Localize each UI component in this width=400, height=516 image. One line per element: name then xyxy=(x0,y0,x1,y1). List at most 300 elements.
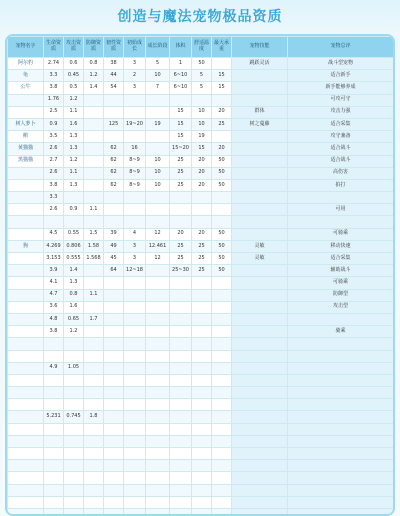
table-cell xyxy=(232,460,288,472)
table-cell: 5.231 xyxy=(44,411,64,423)
table-cell: 8~9 xyxy=(124,167,146,179)
table-cell: 4.5 xyxy=(44,228,64,240)
table-cell xyxy=(212,496,232,508)
table-cell xyxy=(288,448,394,460)
table-cell: 50 xyxy=(212,240,232,252)
table-row xyxy=(8,362,394,374)
table-cell: 25 xyxy=(170,253,192,265)
table-cell xyxy=(212,192,232,204)
table-cell xyxy=(44,484,64,496)
table-cell xyxy=(124,216,146,228)
table-cell: 3 xyxy=(124,253,146,265)
pet-name-cell xyxy=(8,448,44,460)
table-cell xyxy=(146,496,170,508)
table-cell xyxy=(170,411,192,423)
table-cell xyxy=(232,143,288,155)
table-cell xyxy=(84,448,104,460)
table-cell: 50 xyxy=(212,179,232,191)
table-cell: 攻击型 xyxy=(288,301,394,313)
table-cell xyxy=(64,338,84,350)
table-row xyxy=(8,155,394,167)
table-cell xyxy=(232,338,288,350)
table-cell xyxy=(104,448,124,460)
table-cell xyxy=(104,484,124,496)
table-cell: 1.2 xyxy=(64,94,84,106)
table-cell: 灵敏 xyxy=(232,240,288,252)
table-cell xyxy=(64,508,84,516)
table-cell: 5 xyxy=(192,82,212,94)
table-cell xyxy=(124,387,146,399)
table-cell xyxy=(44,387,64,399)
pet-name-cell: 黄猫猫 xyxy=(8,143,44,155)
pet-name-cell xyxy=(8,289,44,301)
table-cell: 25 xyxy=(170,155,192,167)
table-cell xyxy=(146,362,170,374)
table-cell xyxy=(64,484,84,496)
table-cell: 54 xyxy=(104,82,124,94)
table-cell xyxy=(44,472,64,484)
table-cell xyxy=(124,289,146,301)
column-header: 防御资质 xyxy=(84,37,104,58)
pet-name-cell xyxy=(8,277,44,289)
table-cell xyxy=(104,301,124,313)
pet-table-frame xyxy=(5,34,395,516)
table-cell: 62 xyxy=(104,143,124,155)
table-cell: 攻守兼备 xyxy=(288,131,394,143)
table-cell xyxy=(232,326,288,338)
table-cell xyxy=(84,265,104,277)
table-header xyxy=(8,37,394,58)
table-row xyxy=(8,460,394,472)
table-cell xyxy=(146,131,170,143)
table-cell: 可用 xyxy=(288,204,394,216)
table-row xyxy=(8,192,394,204)
table-cell xyxy=(288,472,394,484)
table-cell xyxy=(192,423,212,435)
table-cell xyxy=(64,472,84,484)
table-row xyxy=(8,289,394,301)
table-cell: 15 xyxy=(212,82,232,94)
table-cell xyxy=(192,484,212,496)
table-cell xyxy=(84,143,104,155)
table-cell: 1.7 xyxy=(84,313,104,325)
table-cell xyxy=(124,399,146,411)
table-cell: 50 xyxy=(192,58,212,70)
table-cell xyxy=(146,216,170,228)
table-cell: 10 xyxy=(192,118,212,130)
table-cell: 3 xyxy=(124,240,146,252)
column-header: 体积 xyxy=(170,37,192,58)
table-cell: 8~9 xyxy=(124,179,146,191)
table-cell xyxy=(64,448,84,460)
table-cell: 25 xyxy=(212,118,232,130)
table-cell xyxy=(192,94,212,106)
table-cell xyxy=(104,350,124,362)
table-cell: 49 xyxy=(104,240,124,252)
table-cell xyxy=(232,448,288,460)
table-cell xyxy=(124,435,146,447)
table-cell: 25 xyxy=(170,179,192,191)
table-cell: 1 xyxy=(170,58,192,70)
table-cell xyxy=(192,448,212,460)
table-cell xyxy=(124,496,146,508)
table-cell xyxy=(84,106,104,118)
page-title: 创造与魔法宠物极品资质 xyxy=(117,9,283,25)
table-cell xyxy=(212,338,232,350)
table-cell: 25 xyxy=(192,240,212,252)
table-row xyxy=(8,374,394,386)
table-cell xyxy=(64,216,84,228)
table-cell xyxy=(192,338,212,350)
table-cell xyxy=(170,338,192,350)
table-cell xyxy=(146,460,170,472)
table-cell xyxy=(104,460,124,472)
table-cell: 64 xyxy=(104,265,124,277)
table-cell: 0.745 xyxy=(64,411,84,423)
table-cell xyxy=(84,192,104,204)
table-cell xyxy=(170,216,192,228)
table-cell: 6~10 xyxy=(170,82,192,94)
table-cell xyxy=(44,496,64,508)
table-cell xyxy=(104,216,124,228)
table-cell xyxy=(170,423,192,435)
column-header: 韧性资质 xyxy=(104,37,124,58)
table-cell: 1.3 xyxy=(64,179,84,191)
table-row xyxy=(8,58,394,70)
table-cell: 1.4 xyxy=(84,82,104,94)
table-cell xyxy=(212,204,232,216)
table-cell xyxy=(64,423,84,435)
table-cell xyxy=(84,301,104,313)
pet-name-cell xyxy=(8,301,44,313)
table-cell xyxy=(192,326,212,338)
pet-name-cell: 公牛 xyxy=(8,82,44,94)
table-cell xyxy=(64,496,84,508)
table-cell xyxy=(288,411,394,423)
table-cell: 20 xyxy=(170,228,192,240)
table-cell: 3.3 xyxy=(44,70,64,82)
pet-name-cell: 狗 xyxy=(8,240,44,252)
table-cell: 15 xyxy=(170,118,192,130)
table-cell xyxy=(84,472,104,484)
pet-stats-table xyxy=(7,36,394,516)
table-cell: 1.2 xyxy=(64,155,84,167)
table-cell xyxy=(170,326,192,338)
table-cell: 5 xyxy=(146,58,170,70)
table-cell xyxy=(170,94,192,106)
table-cell xyxy=(84,423,104,435)
pet-name-cell xyxy=(8,326,44,338)
table-cell xyxy=(170,484,192,496)
table-row xyxy=(8,338,394,350)
table-cell xyxy=(232,313,288,325)
pet-name-cell: 树人萝卜 xyxy=(8,118,44,130)
column-header: 最大承重 xyxy=(212,37,232,58)
table-cell xyxy=(84,399,104,411)
table-cell xyxy=(212,387,232,399)
table-cell xyxy=(288,362,394,374)
table-cell xyxy=(64,387,84,399)
table-cell xyxy=(232,350,288,362)
table-cell xyxy=(124,131,146,143)
table-cell: 50 xyxy=(212,265,232,277)
table-cell xyxy=(64,460,84,472)
table-cell: 0.5 xyxy=(64,82,84,94)
table-cell xyxy=(146,143,170,155)
table-cell: 1.5 xyxy=(84,228,104,240)
table-cell: 62 xyxy=(104,155,124,167)
table-row xyxy=(8,179,394,191)
table-cell: 1.2 xyxy=(64,326,84,338)
table-cell: 25 xyxy=(170,240,192,252)
table-cell xyxy=(124,374,146,386)
table-cell xyxy=(192,399,212,411)
pet-name-cell: 阿尔豹 xyxy=(8,58,44,70)
table-row xyxy=(8,118,394,130)
table-cell xyxy=(192,216,212,228)
table-cell: 1.8 xyxy=(84,411,104,423)
pet-name-cell xyxy=(8,362,44,374)
table-row xyxy=(8,484,394,496)
table-cell xyxy=(288,192,394,204)
table-cell xyxy=(170,460,192,472)
table-cell xyxy=(84,387,104,399)
table-cell: 4.269 xyxy=(44,240,64,252)
table-cell xyxy=(124,326,146,338)
table-cell xyxy=(104,277,124,289)
table-cell xyxy=(192,289,212,301)
table-cell: 4.1 xyxy=(44,277,64,289)
table-cell xyxy=(104,435,124,447)
table-cell xyxy=(84,362,104,374)
table-cell xyxy=(146,411,170,423)
table-cell xyxy=(104,472,124,484)
table-cell xyxy=(124,460,146,472)
table-cell: 2.74 xyxy=(44,58,64,70)
table-cell xyxy=(212,484,232,496)
table-cell xyxy=(84,496,104,508)
table-cell xyxy=(44,423,64,435)
table-cell xyxy=(104,313,124,325)
table-cell xyxy=(288,216,394,228)
table-cell xyxy=(212,326,232,338)
table-cell: 3.8 xyxy=(44,82,64,94)
pet-name-cell xyxy=(8,338,44,350)
table-cell: 12 xyxy=(146,228,170,240)
table-cell: 1.1 xyxy=(84,204,104,216)
table-cell: 0.8 xyxy=(64,289,84,301)
table-cell xyxy=(84,277,104,289)
table-cell xyxy=(288,338,394,350)
table-row xyxy=(8,216,394,228)
column-header: 宠物总评 xyxy=(288,37,394,58)
table-cell xyxy=(232,204,288,216)
pet-name-cell xyxy=(8,423,44,435)
table-cell xyxy=(170,362,192,374)
table-cell xyxy=(124,192,146,204)
table-cell xyxy=(104,508,124,516)
table-cell xyxy=(146,399,170,411)
table-cell xyxy=(104,387,124,399)
table-cell: 20 xyxy=(212,143,232,155)
table-cell xyxy=(104,326,124,338)
table-cell xyxy=(212,448,232,460)
table-cell xyxy=(212,399,232,411)
table-cell xyxy=(212,374,232,386)
table-cell xyxy=(212,277,232,289)
table-cell: 0.9 xyxy=(64,204,84,216)
table-cell xyxy=(84,484,104,496)
table-cell: 1.3 xyxy=(64,131,84,143)
table-cell xyxy=(44,460,64,472)
table-cell xyxy=(212,435,232,447)
table-row xyxy=(8,106,394,118)
table-cell xyxy=(104,131,124,143)
table-cell xyxy=(44,216,64,228)
table-cell xyxy=(124,472,146,484)
table-cell xyxy=(288,387,394,399)
table-cell xyxy=(84,167,104,179)
table-cell: 适合采集 xyxy=(288,118,394,130)
table-row xyxy=(8,387,394,399)
table-cell: 20 xyxy=(192,167,212,179)
table-cell xyxy=(212,94,232,106)
table-cell xyxy=(146,484,170,496)
table-cell xyxy=(170,496,192,508)
table-cell: 1.58 xyxy=(84,240,104,252)
table-cell xyxy=(104,362,124,374)
table-cell xyxy=(84,155,104,167)
table-row xyxy=(8,131,394,143)
table-cell xyxy=(64,374,84,386)
table-cell: 0.806 xyxy=(64,240,84,252)
table-cell: 0.45 xyxy=(64,70,84,82)
table-cell xyxy=(124,106,146,118)
table-cell xyxy=(124,94,146,106)
table-cell: 3.8 xyxy=(44,326,64,338)
table-cell: 15 xyxy=(212,70,232,82)
table-cell xyxy=(192,460,212,472)
table-cell xyxy=(146,94,170,106)
table-cell xyxy=(104,94,124,106)
pet-name-cell xyxy=(8,216,44,228)
table-row xyxy=(8,228,394,240)
table-row xyxy=(8,240,394,252)
table-row xyxy=(8,82,394,94)
table-cell xyxy=(104,106,124,118)
table-cell: 12.461 xyxy=(146,240,170,252)
table-row xyxy=(8,313,394,325)
table-cell: 16 xyxy=(124,143,146,155)
table-cell xyxy=(288,374,394,386)
table-cell: 可骑乘 xyxy=(288,277,394,289)
table-row xyxy=(8,167,394,179)
table-cell xyxy=(104,338,124,350)
pet-name-cell xyxy=(8,179,44,191)
table-cell xyxy=(232,484,288,496)
table-cell: 7 xyxy=(146,82,170,94)
table-cell xyxy=(212,350,232,362)
table-row xyxy=(8,143,394,155)
table-cell: 0.55 xyxy=(64,228,84,240)
column-header: 宠物名字 xyxy=(8,37,44,58)
table-cell xyxy=(64,350,84,362)
table-cell: 1.6 xyxy=(64,301,84,313)
table-cell xyxy=(124,411,146,423)
table-cell: 适合战斗 xyxy=(288,143,394,155)
table-cell: 20 xyxy=(192,155,212,167)
table-cell xyxy=(146,435,170,447)
column-header: 生命资质 xyxy=(44,37,64,58)
table-cell xyxy=(232,387,288,399)
table-cell: 拍打 xyxy=(288,179,394,191)
table-cell xyxy=(84,216,104,228)
pet-name-cell xyxy=(8,472,44,484)
table-cell: 群体 xyxy=(232,106,288,118)
table-cell: 15~20 xyxy=(170,143,192,155)
table-cell xyxy=(232,435,288,447)
table-row xyxy=(8,350,394,362)
table-cell xyxy=(84,118,104,130)
table-cell xyxy=(232,265,288,277)
table-cell: 4.8 xyxy=(44,313,64,325)
table-cell: 62 xyxy=(104,179,124,191)
pet-name-cell xyxy=(8,228,44,240)
table-row xyxy=(8,326,394,338)
table-cell: 20 xyxy=(212,106,232,118)
table-cell xyxy=(44,350,64,362)
table-cell: 战斗型宠物 xyxy=(288,58,394,70)
table-cell xyxy=(212,313,232,325)
table-cell xyxy=(44,374,64,386)
pet-name-cell xyxy=(8,253,44,265)
table-cell xyxy=(232,216,288,228)
table-cell xyxy=(84,179,104,191)
table-cell xyxy=(288,484,394,496)
table-cell: 灵敏 xyxy=(232,253,288,265)
table-cell xyxy=(170,435,192,447)
table-cell xyxy=(104,496,124,508)
table-row xyxy=(8,70,394,82)
table-cell: 3.153 xyxy=(44,253,64,265)
table-cell xyxy=(288,423,394,435)
pet-name-cell xyxy=(8,167,44,179)
table-cell xyxy=(146,350,170,362)
table-cell: 45 xyxy=(104,253,124,265)
table-row xyxy=(8,265,394,277)
table-cell: 0.65 xyxy=(64,313,84,325)
table-cell xyxy=(170,387,192,399)
table-cell xyxy=(84,374,104,386)
table-cell xyxy=(288,435,394,447)
table-cell xyxy=(232,301,288,313)
table-cell xyxy=(212,362,232,374)
table-body xyxy=(8,58,394,516)
table-cell xyxy=(124,338,146,350)
table-cell xyxy=(192,472,212,484)
table-cell: 2.7 xyxy=(44,155,64,167)
table-cell xyxy=(44,508,64,516)
table-cell xyxy=(232,508,288,516)
table-cell: 50 xyxy=(212,167,232,179)
table-cell: 适合新手 xyxy=(288,70,394,82)
table-cell: 10 xyxy=(146,155,170,167)
table-cell xyxy=(212,411,232,423)
table-cell xyxy=(146,508,170,516)
table-cell: 2.6 xyxy=(44,204,64,216)
table-cell xyxy=(192,192,212,204)
table-cell: 44 xyxy=(104,70,124,82)
